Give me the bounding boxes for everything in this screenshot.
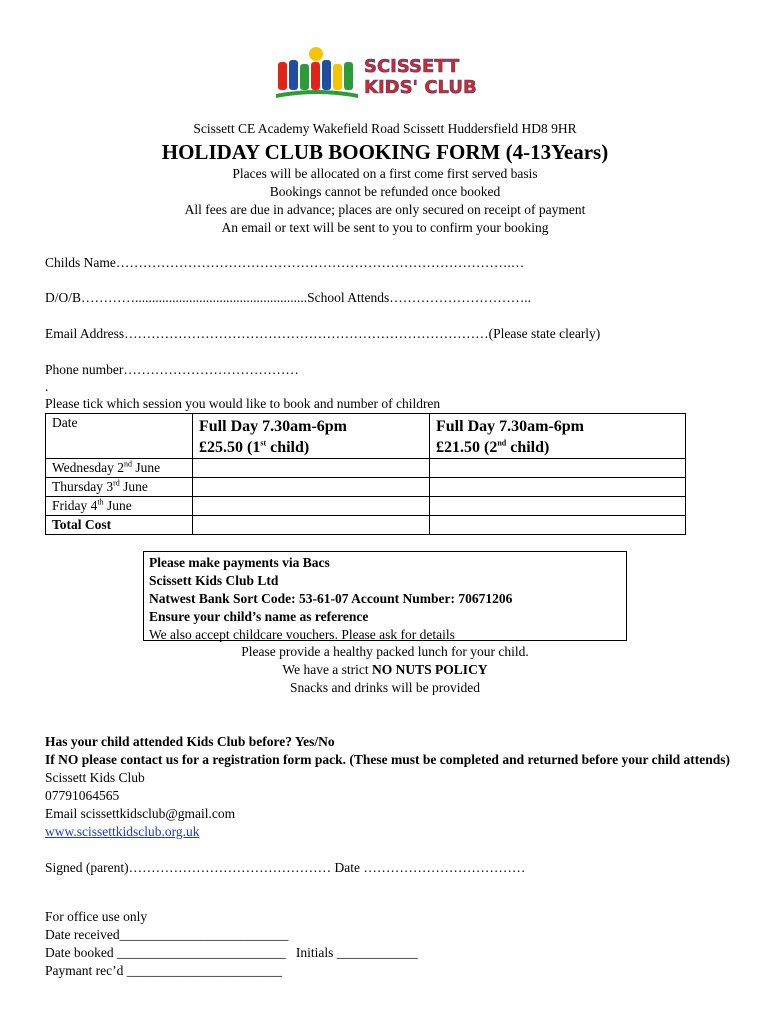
note-line: All fees are due in advance; places are only secured on receipt of payment xyxy=(184,202,586,217)
office-use-section xyxy=(45,908,418,980)
lunch-line: Please provide a healthy packed lunch for your child. xyxy=(241,644,529,659)
voucher-note: We also accept childcare vouchers. Please ask for details xyxy=(149,627,455,642)
date-cell: Thursday 3rd June xyxy=(46,478,193,497)
table-header-row xyxy=(46,414,686,459)
childs-name-field[interactable]: Childs Name…………………………………………………………………………….… xyxy=(45,255,525,270)
payment-line: Scissett Kids Club Ltd xyxy=(149,573,279,588)
logo-child-figure xyxy=(289,60,298,90)
tick-cell-first-child[interactable] xyxy=(193,478,430,497)
date-cell: Friday 4th June xyxy=(46,497,193,516)
registration-note: If NO please contact us for a registration form pack. (These must be completed and returned before your child attends) xyxy=(45,752,730,767)
date-booked-field[interactable]: Date booked _________________________ xyxy=(45,945,286,960)
logo-text-line2: KIDS' CLUB xyxy=(364,77,477,98)
logo-child-figure xyxy=(333,64,342,90)
table-row xyxy=(46,497,686,516)
lunch-notes xyxy=(0,643,770,697)
sun-icon xyxy=(309,47,323,61)
dob-school-field[interactable]: D/O/B…………...................................................School Attends………………………….. xyxy=(45,290,532,305)
club-name: Scissett Kids Club xyxy=(45,770,145,785)
tick-cell-first-child[interactable] xyxy=(193,497,430,516)
scissett-kids-club-logo xyxy=(272,44,502,104)
note-line: Places will be allocated on a first come first served basis xyxy=(232,166,538,181)
logo-text-line1: SCISSETT xyxy=(364,56,460,77)
bank-details: Natwest Bank Sort Code: 53-61-07 Account Number: 70671206 xyxy=(149,591,513,606)
note-line: An email or text will be sent to you to confirm your booking xyxy=(221,220,549,235)
initials-field[interactable]: Initials ____________ xyxy=(295,945,418,960)
date-header: Date xyxy=(46,414,193,459)
snacks-line: Snacks and drinks will be provided xyxy=(289,680,481,695)
logo-child-figure xyxy=(300,64,309,90)
page-title: HOLIDAY CLUB BOOKING FORM (4-13Years) xyxy=(161,140,609,164)
booking-notes xyxy=(0,165,770,237)
total-cell-first-child[interactable] xyxy=(193,516,430,535)
tick-cell-second-child[interactable] xyxy=(430,459,686,478)
tick-cell-second-child[interactable] xyxy=(430,497,686,516)
total-cell-second-child[interactable] xyxy=(430,516,686,535)
total-row xyxy=(46,516,686,535)
contact-section xyxy=(45,733,735,877)
col2-time: Full Day 7.30am-6pm xyxy=(436,418,584,435)
col1-time: Full Day 7.30am-6pm xyxy=(199,418,347,435)
club-email: Email scissettkidsclub@gmail.com xyxy=(45,806,236,821)
logo-child-figure xyxy=(344,62,353,90)
signature-line[interactable]: Signed (parent)……………………………………… Date ……………………………… xyxy=(45,860,526,875)
session-table xyxy=(45,413,686,535)
col-second-child-header xyxy=(430,414,686,459)
col2-price: £21.50 (2nd child) xyxy=(436,438,550,456)
tick-cell-second-child[interactable] xyxy=(430,478,686,497)
col-first-child-header xyxy=(193,414,430,459)
note-line: Bookings cannot be refunded once booked xyxy=(269,184,501,199)
payment-line: Please make payments via Bacs xyxy=(149,555,330,570)
stray-dot: . xyxy=(45,379,49,394)
attended-question[interactable]: Has your child attended Kids Club before? Yes/No xyxy=(45,734,335,749)
payment-received-field[interactable]: Paymant rec’d _______________________ xyxy=(45,963,282,978)
nuts-policy-line: We have a strict NO NUTS POLICY xyxy=(282,662,488,677)
logo-child-figure xyxy=(278,62,287,90)
website-link[interactable]: www.scissettkidsclub.org.uk xyxy=(45,824,200,839)
session-instruction: Please tick which session you would like to book and number of children xyxy=(45,396,441,411)
col1-price: £25.50 (1st child) xyxy=(199,438,310,456)
tick-cell-first-child[interactable] xyxy=(193,459,430,478)
logo-child-figure xyxy=(322,60,331,90)
office-heading: For office use only xyxy=(45,909,148,924)
date-received-field[interactable]: Date received_________________________ xyxy=(45,927,289,942)
date-booked-row xyxy=(45,944,418,962)
email-field[interactable]: Email Address………………………………………………………………………(Please state clearly) xyxy=(45,326,601,341)
payment-info-box xyxy=(143,551,627,641)
logo-child-figure xyxy=(311,62,320,90)
total-label: Total Cost xyxy=(46,516,193,535)
date-cell: Wednesday 2nd June xyxy=(46,459,193,478)
table-row xyxy=(46,478,686,497)
club-phone: 07791064565 xyxy=(45,788,120,803)
school-address: Scissett CE Academy Wakefield Road Scissett Huddersfield HD8 9HR xyxy=(193,121,577,136)
payment-line: Ensure your child’s name as reference xyxy=(149,609,369,624)
phone-field[interactable]: Phone number………………………………… xyxy=(45,362,299,377)
table-row xyxy=(46,459,686,478)
